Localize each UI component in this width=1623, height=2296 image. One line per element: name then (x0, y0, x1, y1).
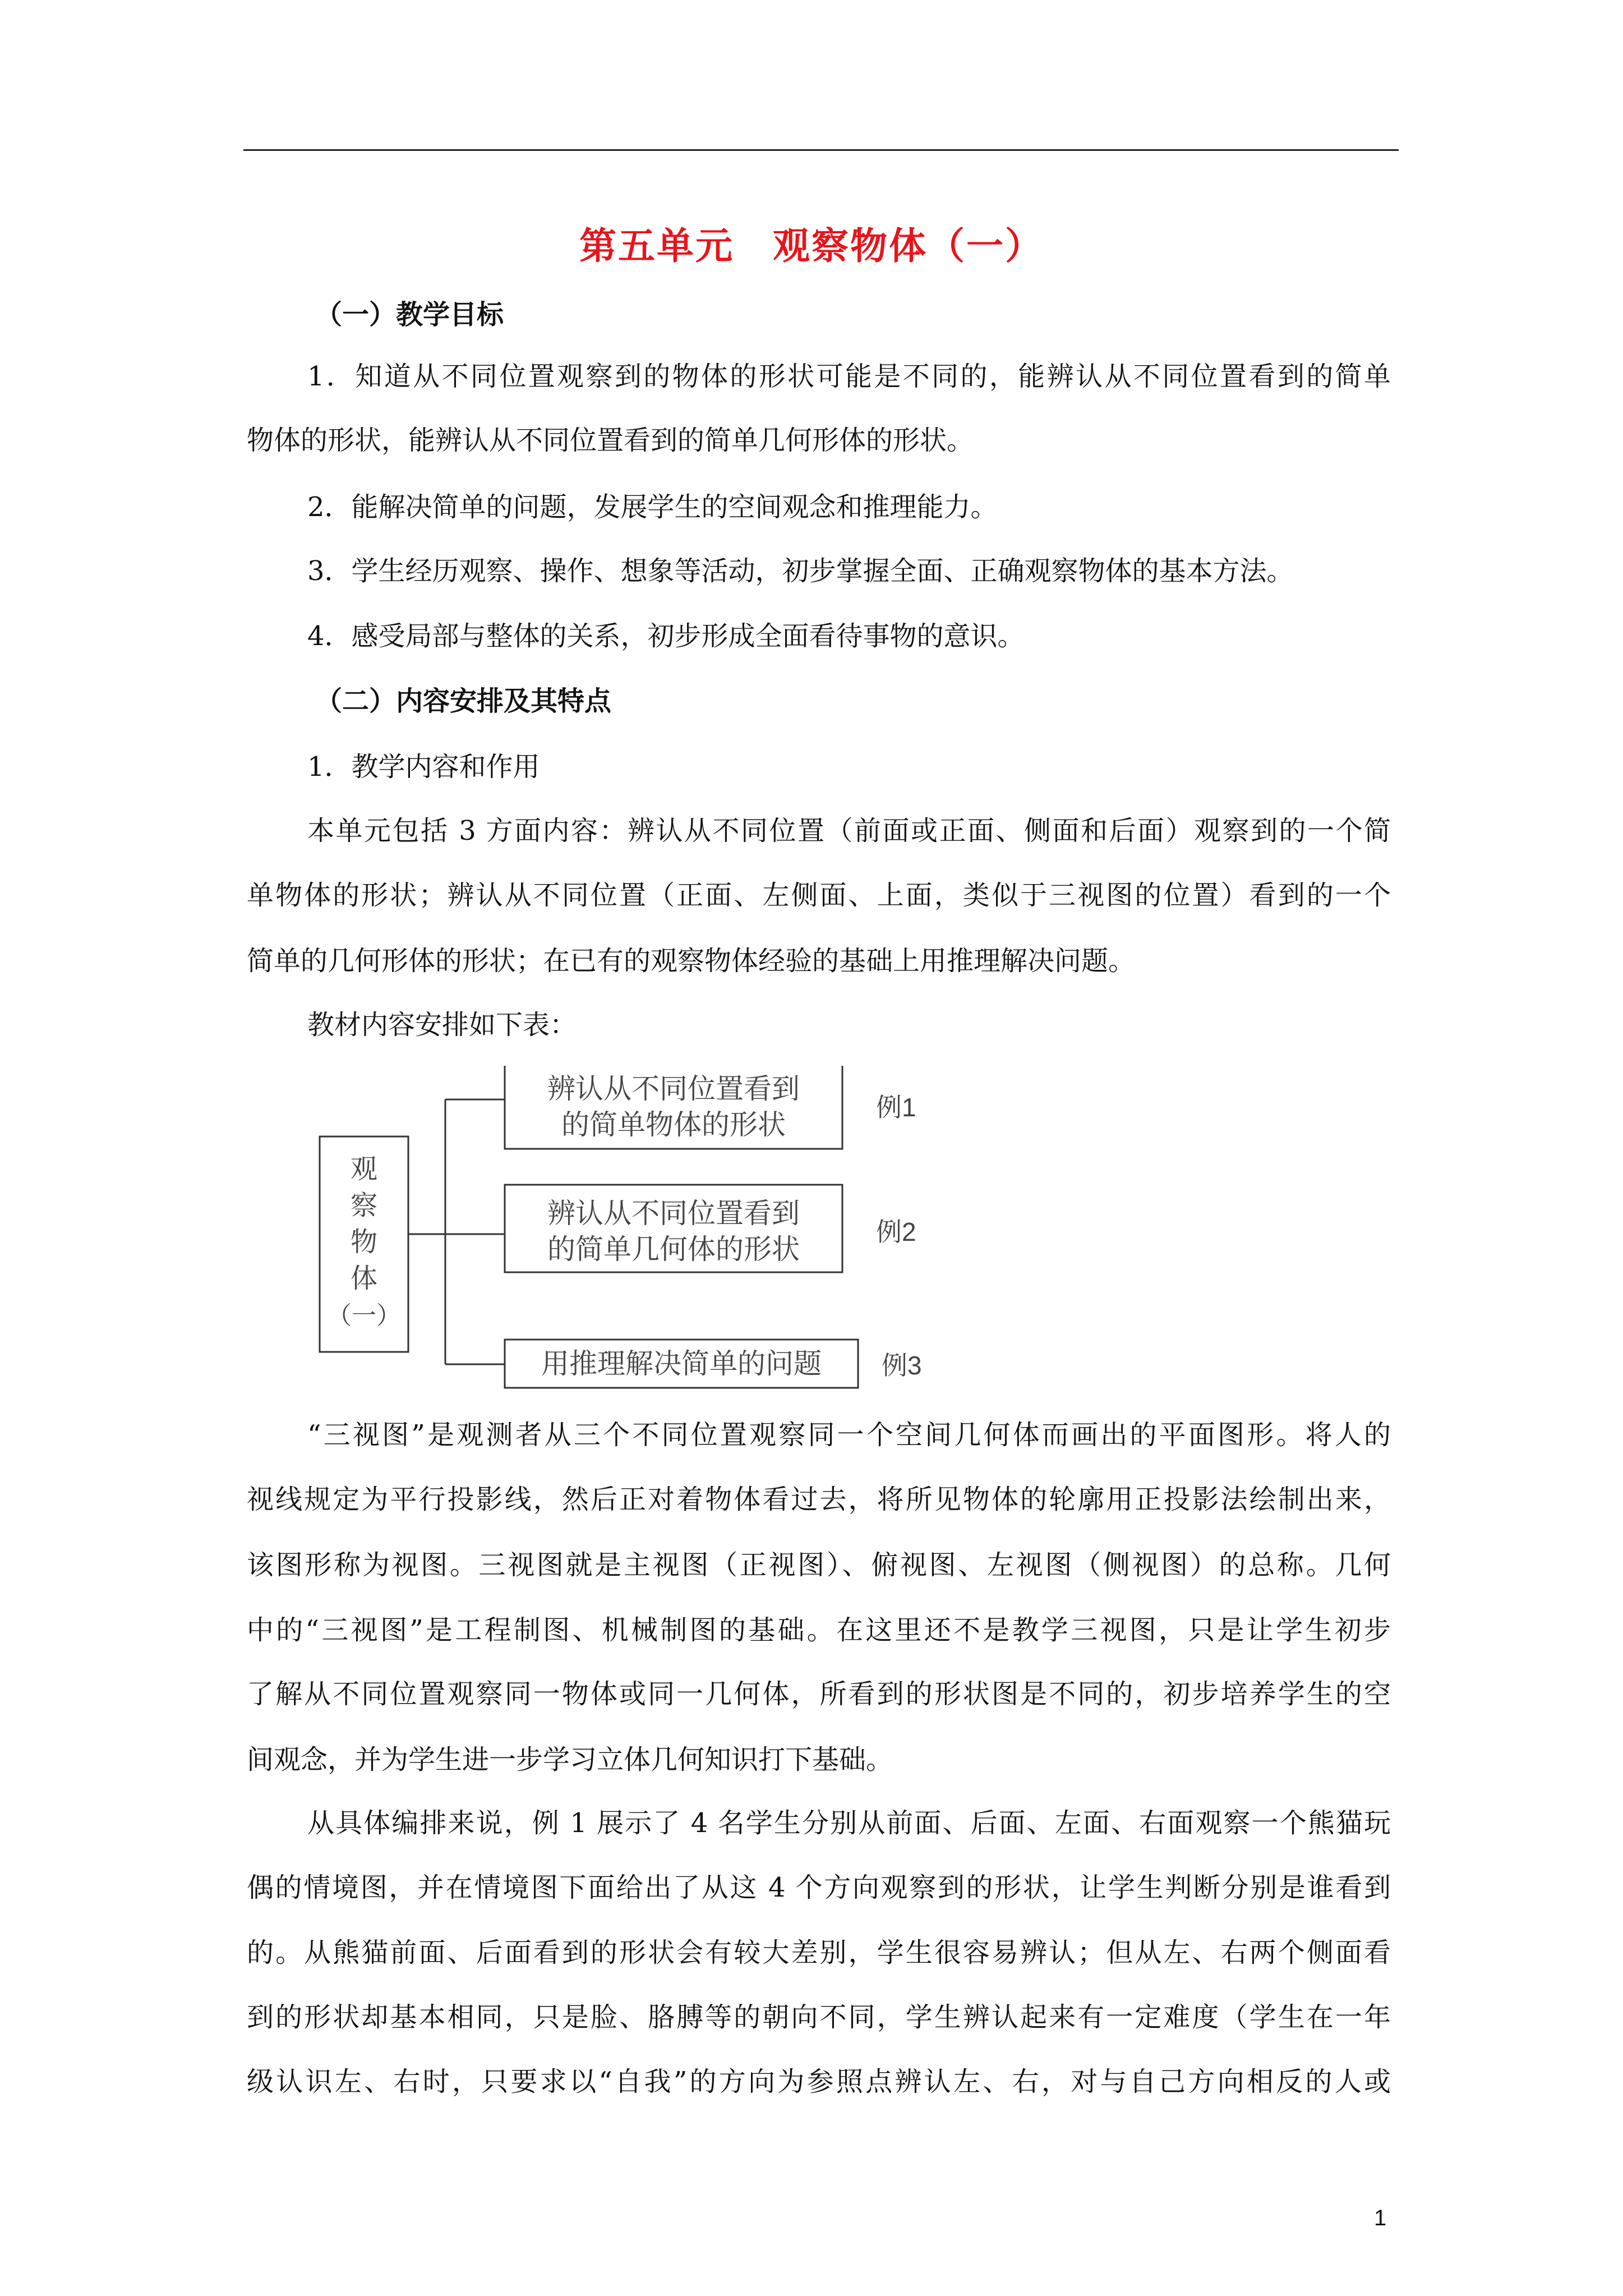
para1-line-3: 简单的几何形体的形状；在已有的观察物体经验的基础上用推理解决问题。 (247, 945, 1136, 977)
diagram-branch-2-line-2: 的简单几何体的形状 (547, 1234, 800, 1265)
para2-line-3: 该图形称为视图。三视图就是主视图（正视图）、俯视图、左视图（侧视图）的总称。几何 (247, 1549, 1391, 1581)
section-heading-content: （二）内容安排及其特点 (315, 685, 612, 717)
para3-line-3: 的。从熊猫前面、后面看到的形状会有较大差别，学生很容易辨认；但从左、右两个侧面看 (247, 1937, 1391, 1968)
objective-2: 2．能解决简单的问题，发展学生的空间观念和推理能力。 (307, 491, 998, 523)
para3-line-4: 到的形状却基本相同，只是脸、胳膊等的朝向不同，学生辨认起来有一定难度（学生在一年 (247, 2001, 1391, 2033)
para3-line-1: 从具体编排来说，例 1 展示了 4 名学生分别从前面、后面、左面、右面观察一个熊猫玩 (307, 1807, 1391, 1839)
diagram-root-char-4: 体 (350, 1264, 378, 1294)
diagram-branch-1-line-1: 辨认从不同位置看到 (547, 1073, 800, 1105)
diagram-root-char-3: 物 (350, 1227, 378, 1257)
para2-line-1: “三视图”是观测者从三个不同位置观察同一个空间几何体而画出的平面图形。将人的 (307, 1419, 1391, 1451)
content-structure-diagram (314, 1066, 965, 1391)
section-heading-objectives: （一）教学目标 (315, 299, 504, 330)
diagram-branch-3-example: 例3 (882, 1351, 922, 1380)
objective-1-line-1: 1．知道从不同位置观察到的物体的形状可能是不同的，能辨认从不同位置看到的简单 (307, 361, 1391, 392)
para2-line-6: 间观念，并为学生进一步学习立体几何知识打下基础。 (247, 1744, 893, 1775)
diagram-root-char-1: 观 (350, 1154, 378, 1184)
header-rule (243, 149, 1399, 151)
diagram-branch-1-example: 例1 (876, 1093, 916, 1122)
objective-3: 3．学生经历观察、操作、想象等活动，初步掌握全面、正确观察物体的基本方法。 (307, 555, 1294, 587)
diagram-root-char-2: 察 (350, 1191, 378, 1221)
para1-line-1: 本单元包括 3 方面内容：辨认从不同位置（前面或正面、侧面和后面）观察到的一个简 (307, 815, 1391, 846)
para3-line-5: 级认识左、右时，只要求以“自我”的方向为参照点辨认左、右，对与自己方向相反的人或 (247, 2066, 1391, 2097)
diagram-branch-1-line-2: 的简单物体的形状 (561, 1109, 786, 1140)
diagram-branch-3-line-1: 用推理解决简单的问题 (541, 1348, 822, 1379)
subheading-content-role: 1．教学内容和作用 (307, 751, 540, 783)
diagram-branch-2-line-1: 辨认从不同位置看到 (547, 1198, 800, 1229)
para2-line-5: 了解从不同位置观察同一物体或同一几何体，所看到的形状图是不同的，初步培养学生的空 (247, 1678, 1391, 1710)
diagram-root-char-5: （一） (327, 1302, 401, 1329)
para3-line-2: 偶的情境图，并在情境图下面给出了从这 4 个方向观察到的形状，让学生判断分别是谁看到 (247, 1872, 1391, 1903)
table-intro: 教材内容安排如下表： (307, 1009, 577, 1041)
para2-line-4: 中的“三视图”是工程制图、机械制图的基础。在这里还不是教学三视图，只是让学生初步 (247, 1614, 1391, 1646)
objective-1-line-2: 物体的形状，能辨认从不同位置看到的简单几何形体的形状。 (247, 425, 974, 456)
diagram-branch-2-example: 例2 (876, 1217, 916, 1246)
page-title: 第五单元 观察物体（一） (579, 224, 1044, 268)
objective-4: 4．感受局部与整体的关系，初步形成全面看待事物的意识。 (307, 620, 1025, 652)
para2-line-2: 视线规定为平行投影线，然后正对着物体看过去，将所见物体的轮廓用正投影法绘制出来， (247, 1484, 1391, 1515)
para1-line-2: 单物体的形状；辨认从不同位置（正面、左侧面、上面，类似于三视图的位置）看到的一个 (247, 880, 1391, 911)
page-number: 1 (1374, 2206, 1387, 2230)
